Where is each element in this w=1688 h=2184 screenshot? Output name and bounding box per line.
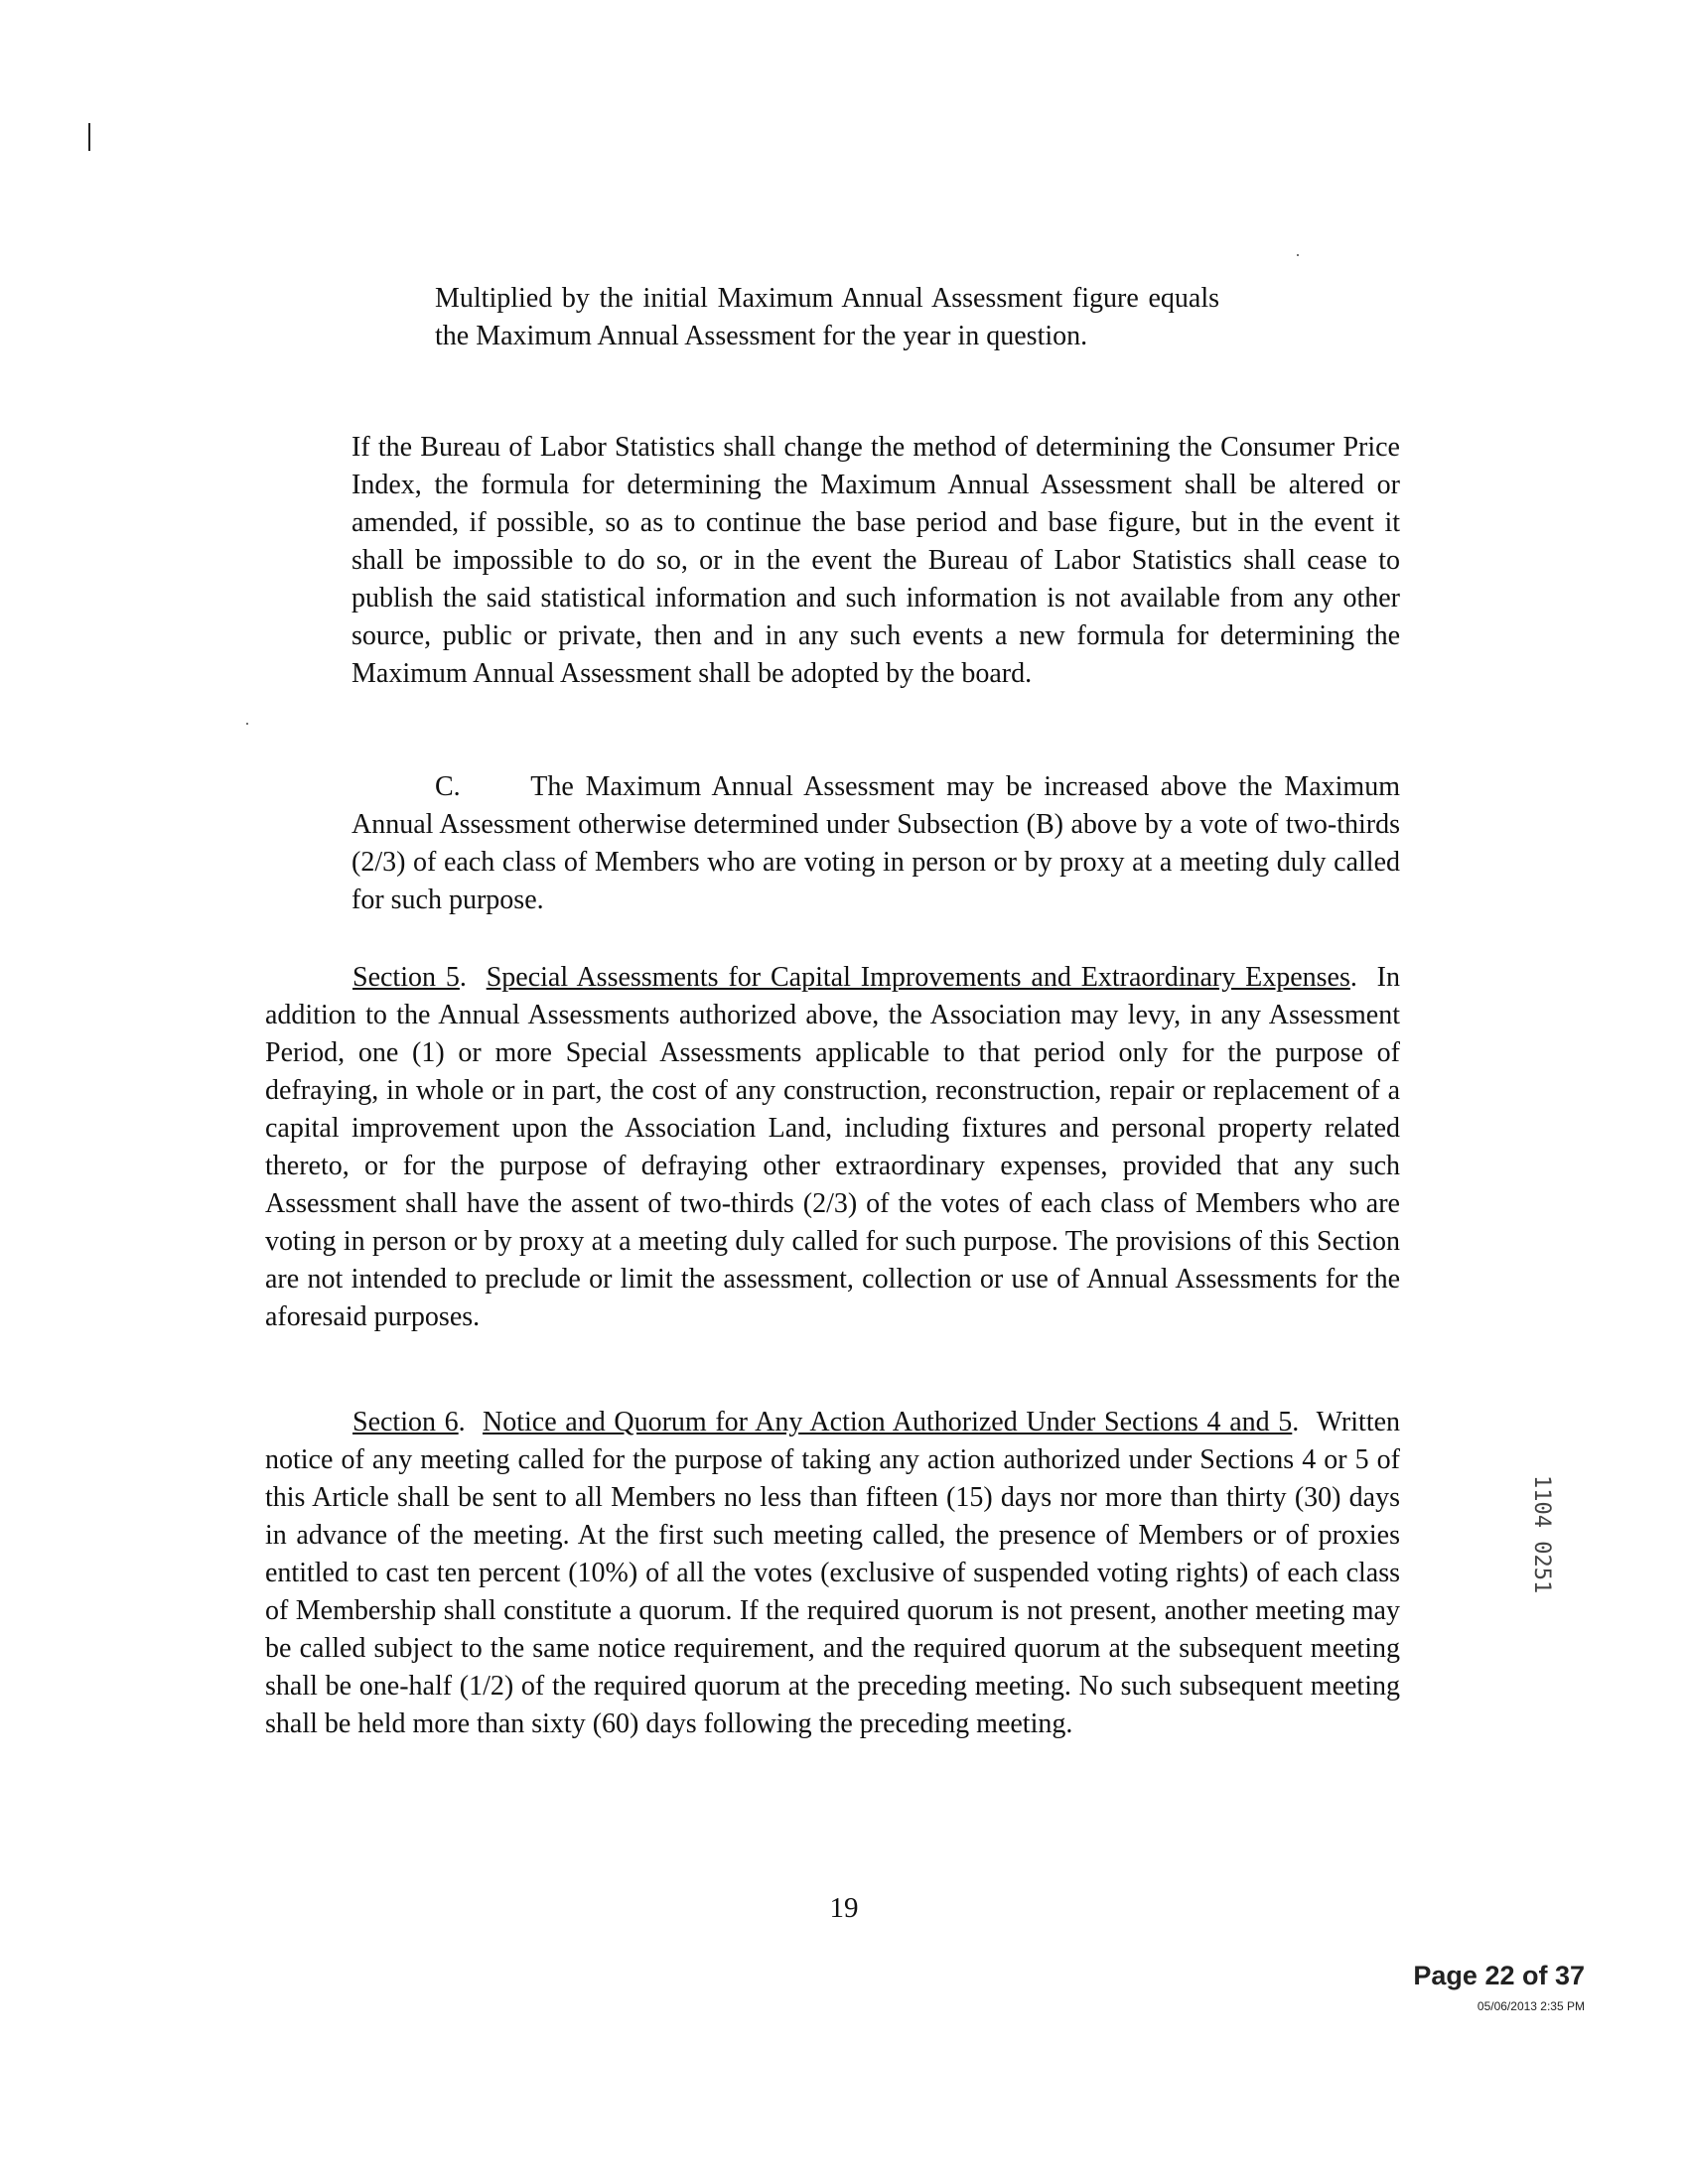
section-6-paragraph: Section 6. Notice and Quorum for Any Action Authorized Under Sections 4 and 5. Written notice of any meeting called for the purpose of taking any action authorized under Sections 4 or 5 of this Article shall be sent to all Members no less than fifteen (15) days nor more than thirty (30) days in advance of the meeting. At the first such meeting called, the presence of Members or of proxies entitled to cast ten percent (10%) of all the votes (exclusive of suspended voting rights) of each class of Membership shall constitute a quorum. If the required quorum is not present, another meeting may be called subject to the same notice requirement, and the required quorum at the subsequent meeting shall be one-half (1/2) of the required quorum at the preceding meeting. No such subsequent meeting shall be held more than sixty (60) days following the preceding meeting. <box>265 1407 1401 1739</box>
section-5-text: In addition to the Annual Assessments authorized above, the Association may levy, in any Assessment Period, one (1) or more Special Assessments applicable to that period only for the purpose of defraying, in whole or in part, the cost of any construction, reconstruction, repair or replacement of a capital improvement upon the Association Land, including fixtures and personal property related thereto, or for the purpose of defraying other extraordinary expenses, provided that any such Assessment shall have the assent of two-thirds (2/3) of the votes of each class of Members who are voting in person or by proxy at a meeting duly called for such purpose. The provisions of this Section are not intended to preclude or limit the assessment, collection or use of Annual Assessments for the aforesaid purposes. <box>265 962 1400 1332</box>
scan-artifact-dot <box>246 723 248 725</box>
section-5-title: Special Assessments for Capital Improvements and Extraordinary Expenses <box>486 962 1350 993</box>
paragraph-bureau-labor: If the Bureau of Labor Statistics shall change the method of determining the Consumer Price Index, the formula for determining the Maximum Annual Assessment shall be altered or amended, if possible, so as to continue the base period and base figure, but in the event it shall be impossible to do so, or in the event the Bureau of Labor Statistics shall cease to publish the said statistical information and such information is not available from any other source, public or private, then and in any such events a new formula for determining the Maximum Annual Assessment shall be adopted by the board. <box>352 432 1400 689</box>
paragraph-c-text: The Maximum Annual Assessment may be increased above the Maximum Annual Assessment otherwise determined under Subsection (B) above by a vote of two-thirds (2/3) of each class of Members who are voting in person or by proxy at a meeting duly called for such purpose. <box>352 771 1400 915</box>
recording-stamp-number: 1104 0251 <box>1529 1475 1554 1594</box>
paragraph-multiplied: Multiplied by the initial Maximum Annual Assessment figure equals the Maximum Annual Assessment for the year in question. <box>435 283 1219 351</box>
section-6-label: Section 6 <box>352 1407 459 1437</box>
page-number: 19 <box>829 1892 859 1924</box>
section-6-text: Written notice of any meeting called for the purpose of taking any action authorized under Sections 4 or 5 of this Article shall be sent to all Members no less than fifteen (15) days nor more than thirty (30) days in advance of the meeting. At the first such meeting called, the presence of Members or of proxies entitled to cast ten percent (10%) of all the votes (exclusive of suspended voting rights) of each class of Membership shall constitute a quorum. If the required quorum is not present, another meeting may be called subject to the same notice requirement, and the required quorum at the subsequent meeting shall be one-half (1/2) of the required quorum at the preceding meeting. No such subsequent meeting shall be held more than sixty (60) days following the preceding meeting. <box>265 1407 1401 1739</box>
footer-page-label: Page 22 of 37 <box>1413 1961 1585 1990</box>
section-5-paragraph: Section 5. Special Assessments for Capital Improvements and Extraordinary Expenses. In addition to the Annual Assessments authorized above, the Association may levy, in any Assessment Period, one (1) or more Special Assessments applicable to that period only for the purpose of defraying, in whole or in part, the cost of any construction, reconstruction, repair or replacement of a capital improvement upon the Association Land, including fixtures and personal property related thereto, or for the purpose of defraying other extraordinary expenses, provided that any such Assessment shall have the assent of two-thirds (2/3) of the votes of each class of Members who are voting in person or by proxy at a meeting duly called for such purpose. The provisions of this Section are not intended to preclude or limit the assessment, collection or use of Annual Assessments for the aforesaid purposes. <box>265 962 1400 1332</box>
paragraph-c-label: C. <box>435 771 461 802</box>
paragraph-c <box>352 768 1400 919</box>
section-6-title: Notice and Quorum for Any Action Authorized Under Sections 4 and 5 <box>482 1407 1293 1437</box>
footer-timestamp: 05/06/2013 2:35 PM <box>1477 1999 1585 2013</box>
scan-artifact-dot <box>1297 254 1299 256</box>
section-5-label: Section 5 <box>352 962 460 993</box>
scan-artifact-mark <box>88 123 90 151</box>
